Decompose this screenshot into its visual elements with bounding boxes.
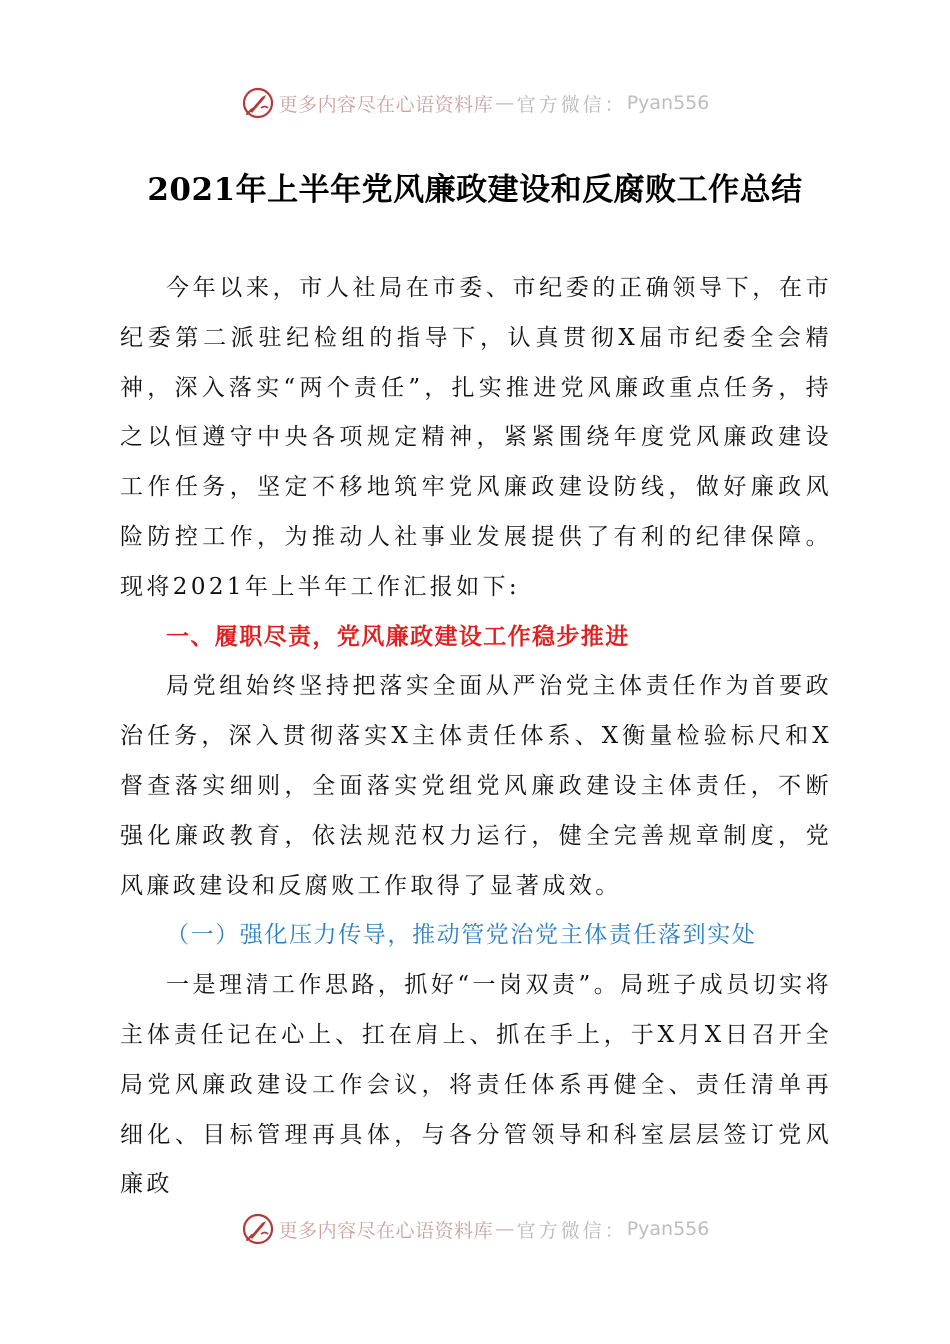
- watermark-dash: —: [495, 92, 515, 114]
- watermark-banner-bottom: [0, 1209, 950, 1249]
- section-1-paragraph: 局党组始终坚持把落实全面从严治党主体责任作为首要政治任务，深入贯彻落实X主体责任体系、X衡量检验标尺和X督查落实细则，全面落实党组党风廉政建设主体责任，不断强化廉政教育，依法规范权力运行，健全完善规章制度，党风廉政建设和反腐败工作取得了显著成效。: [120, 673, 832, 899]
- pen-nib-circle-icon: [241, 86, 275, 120]
- watermark-brand: 更多内容尽在心语资料库: [278, 93, 494, 116]
- watermark-brand: 更多内容尽在心语资料库: [278, 1219, 494, 1242]
- document-body: [120, 264, 832, 1210]
- watermark-account: Pyan556: [626, 92, 710, 114]
- document-title: 2021年上半年党风廉政建设和反腐败工作总结: [147, 172, 803, 208]
- watermark-account: Pyan556: [626, 1218, 710, 1240]
- subsection-1-paragraph: 一是理清工作思路，抓好“一岗双责”。局班子成员切实将主体责任记在心上、扛在肩上、抓在手上，于X月X日召开全局党风廉政建设工作会议，将责任体系再健全、责任清单再细化、目标管理再具体，与各分管领导和科室层层签订党风廉政: [120, 972, 832, 1198]
- subsection-heading-1: （一）强化压力传导，推动管党治党主体责任落到实处: [166, 922, 757, 949]
- section-heading-1: 一、履职尽责，党风廉政建设工作稳步推进: [166, 623, 630, 650]
- watermark-wechat-label: 官方微信：: [516, 1219, 627, 1242]
- watermark-banner-top: [0, 83, 950, 123]
- watermark-wechat-label: 官方微信：: [516, 93, 627, 116]
- pen-nib-circle-icon: [241, 1212, 275, 1246]
- intro-paragraph: 今年以来，市人社局在市委、市纪委的正确领导下，在市纪委第二派驻纪检组的指导下，认真贯彻X届市纪委全会精神，深入落实“两个责任”，扎实推进党风廉政重点任务，持之以恒遵守中央各项规定精神，紧紧围绕年度党风廉政建设工作任务，坚定不移地筑牢党风廉政建设防线，做好廉政风险防控工作，为推动人社事业发展提供了有利的纪律保障。现将2021年上半年工作汇报如下:: [120, 275, 832, 600]
- watermark-dash: —: [495, 1218, 515, 1240]
